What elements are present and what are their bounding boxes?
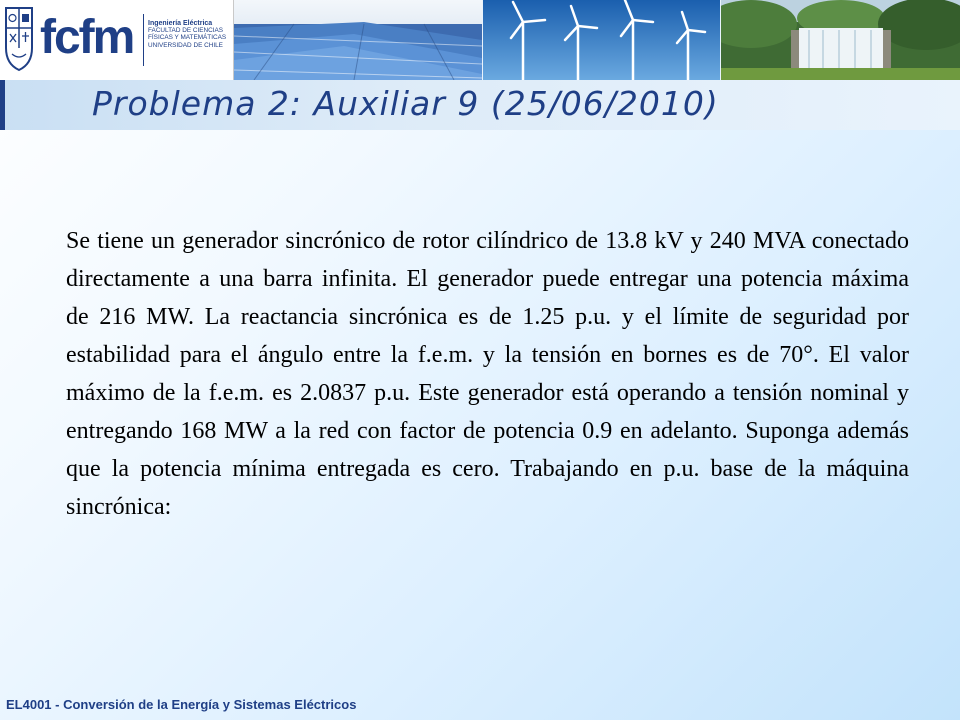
logo-subtitle-line: Ingeniería Eléctrica — [148, 20, 213, 27]
header-banner — [0, 0, 960, 80]
fcfm-logo-text: fcfm — [40, 11, 134, 64]
wind-turbines-photo — [483, 0, 720, 80]
logo-divider — [143, 14, 144, 66]
logo-subtitle-line: FACULTAD DE CIENCIAS — [148, 27, 224, 35]
university-shield-icon — [4, 4, 34, 72]
logo-subtitle-line: UNIVERSIDAD DE CHILE — [148, 41, 223, 49]
course-footer: EL4001 - Conversión de la Energía y Sistemas Eléctricos — [6, 697, 357, 712]
logo-subtitle — [148, 20, 226, 49]
fcfm-logo — [0, 0, 234, 80]
title-bar — [0, 80, 960, 130]
solar-panels-photo — [234, 0, 482, 80]
slide-title: Problema 2: Auxiliar 9 (25/06/2010) — [92, 84, 719, 123]
problem-statement: Se tiene un generador sincrónico de rotor cilíndrico de 13.8 kV y 240 MVA conectado directamente a una barra infinita. El generador puede entregar una potencia máxima de 216 MW. La reactancia sincrónica es de 1.25 p.u. y el límite de seguridad por estabilidad para el ángulo entre la f.e.m. y la tensión en bornes es de 70°. El valor máximo de la f.e.m. es 2.0837 p.u. Este generador está operando a tensión nominal y entregando 168 MW a la red con factor de potencia 0.9 en adelanto. Suponga además que la potencia mínima entregada es cero. Trabajando en p.u. base de la máquina sincrónica: — [66, 228, 909, 520]
logo-subtitle-line: FÍSICAS Y MATEMÁTICAS — [148, 34, 227, 42]
waterfall-photo — [721, 0, 960, 80]
slide-header — [0, 0, 960, 130]
title-accent — [0, 80, 5, 130]
